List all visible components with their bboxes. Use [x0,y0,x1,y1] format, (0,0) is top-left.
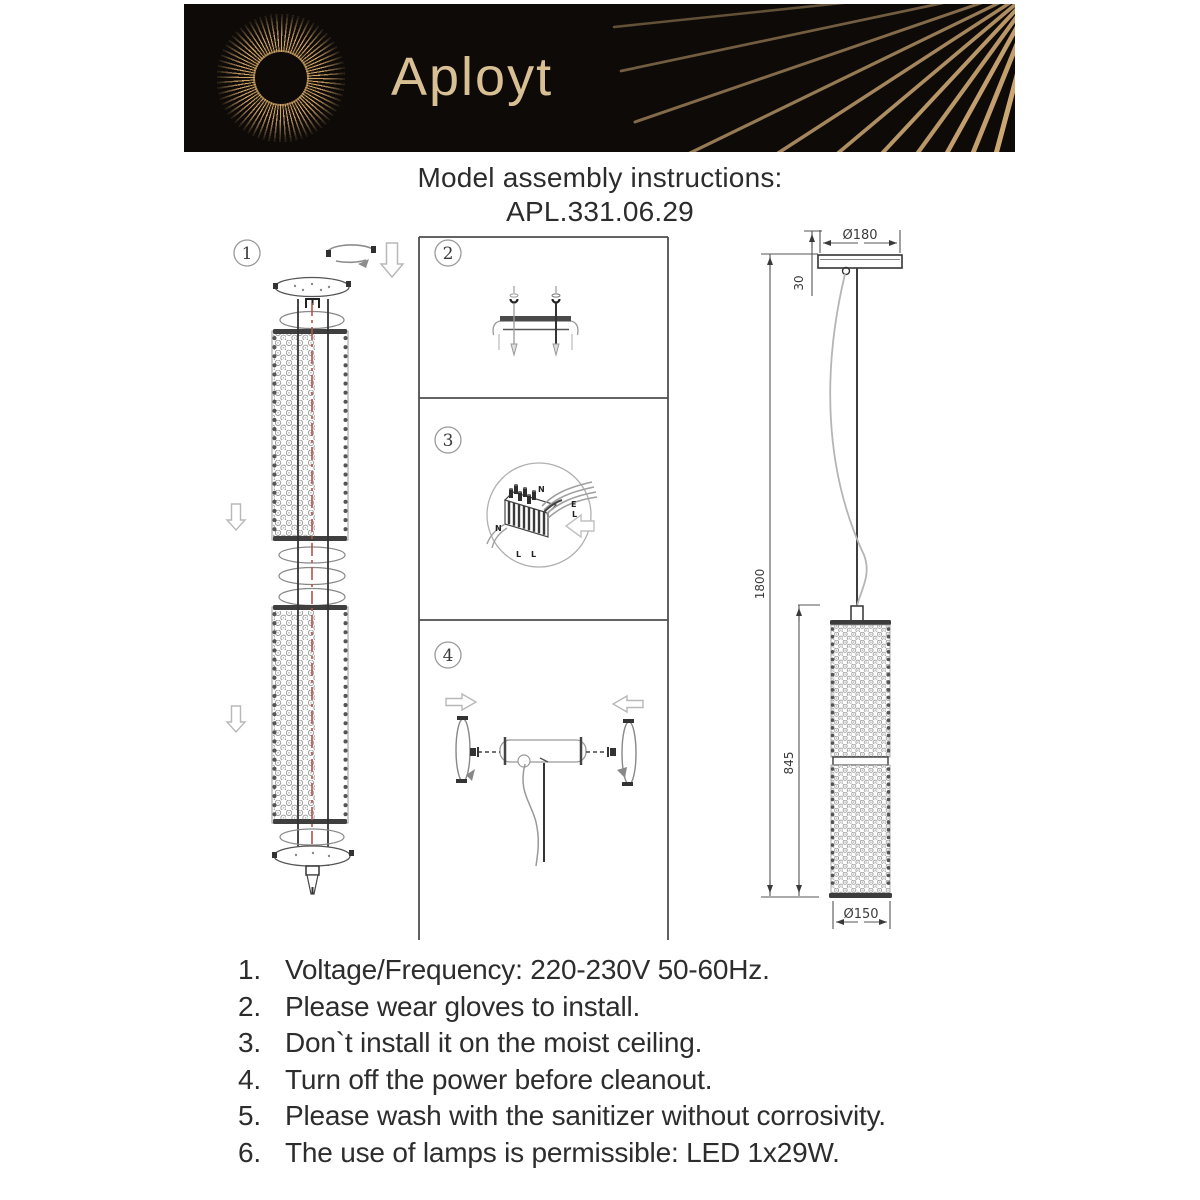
dim-label-canopy-drop: 30 [792,275,806,291]
step3-wiring-diagram [487,463,597,567]
instruction-item [238,1135,1038,1172]
wiring-label-n-top: N [538,485,545,494]
instruction-number: 4. [238,1063,261,1095]
step-3-badge [435,427,461,453]
step-4-number: 4 [442,646,454,666]
brand-logo-text: Aployt [391,47,554,107]
cable [523,764,538,866]
step4-canopy-diagram [446,694,643,866]
wiring-label-l-right: L [572,510,578,519]
wiring-label-l-bottom2: L [531,550,537,559]
rotate-arrow-icon [617,719,636,786]
pendant-body [829,620,892,898]
dim-label-total-height: 1800 [753,568,767,600]
instructions-list [238,952,1038,1171]
suspension-cable [830,274,866,606]
bottom-assembly [272,829,354,894]
dim-label-canopy-diameter: Ø180 [842,228,878,243]
step-1-badge [234,240,260,266]
assembled-pendant-drawing [753,228,902,929]
step-2-badge [435,240,461,266]
upper-cylinder [272,329,348,541]
screw-icon [586,747,616,757]
dim-body-diameter [833,901,890,929]
instruction-text: Don`t install it on the moist ceiling. [285,1027,703,1058]
screw-icon [470,747,500,757]
instruction-text: Voltage/Frequency: 220-230V 50-60Hz. [285,954,770,985]
instruction-number: 5. [238,1100,261,1131]
pendant-stem [851,606,863,621]
step-2-number: 2 [442,244,454,264]
lower-cylinder [272,605,348,824]
instruction-item [238,989,1038,1026]
instruction-number: 3. [238,1027,261,1058]
instruction-text: Please wear gloves to install. [285,990,641,1022]
page-title [150,161,1050,229]
title-line2-model-code: APL.331.06.29 [506,196,694,227]
instruction-text: Turn off the power before cleanout. [285,1063,713,1095]
instruction-item [238,1062,1038,1099]
step-3-number: 3 [442,431,454,451]
sunburst-logo-icon [217,14,345,142]
dim-label-body-diameter: Ø150 [843,907,879,922]
instruction-item [238,1025,1038,1062]
wiring-label-l-bottom1: L [516,550,522,559]
dim-canopy-diameter [820,228,900,253]
right-arrow-icon [446,694,476,710]
pendant-canopy [818,255,902,268]
canopy-disc [273,278,351,297]
assembly-drawings [180,220,1020,945]
wiring-label-e: E [571,500,577,509]
instruction-number: 1. [238,954,261,985]
step-1-number: 1 [241,244,253,264]
instruction-item [238,952,1038,989]
wiring-label-n-left: N [495,524,502,533]
down-arrow-icon [227,504,245,530]
instruction-text: Please wash with the sanitizer without corrosivity. [285,1100,886,1131]
left-arrow-icon [613,696,643,712]
dim-total-height [753,254,818,896]
step-4-badge [435,642,461,668]
canopy-side-view [500,737,586,767]
down-arrow-icon [381,243,403,277]
instruction-item [238,1098,1038,1135]
title-line1: Model assembly instructions: [417,162,783,193]
instruction-text: The use of lamps is permissible: LED 1x29W. [285,1136,840,1168]
down-arrow-icon [227,706,245,732]
instruction-number: 6. [238,1136,261,1168]
step2-bracket-diagram [493,286,578,355]
rotation-arrow-icon [326,245,376,268]
dim-label-body-height: 845 [782,751,796,775]
header-banner [184,4,1015,152]
step1-exploded-view [227,243,403,894]
sunburst-core [255,52,307,104]
dim-body-height [782,605,820,896]
instruction-number: 2. [238,990,261,1022]
